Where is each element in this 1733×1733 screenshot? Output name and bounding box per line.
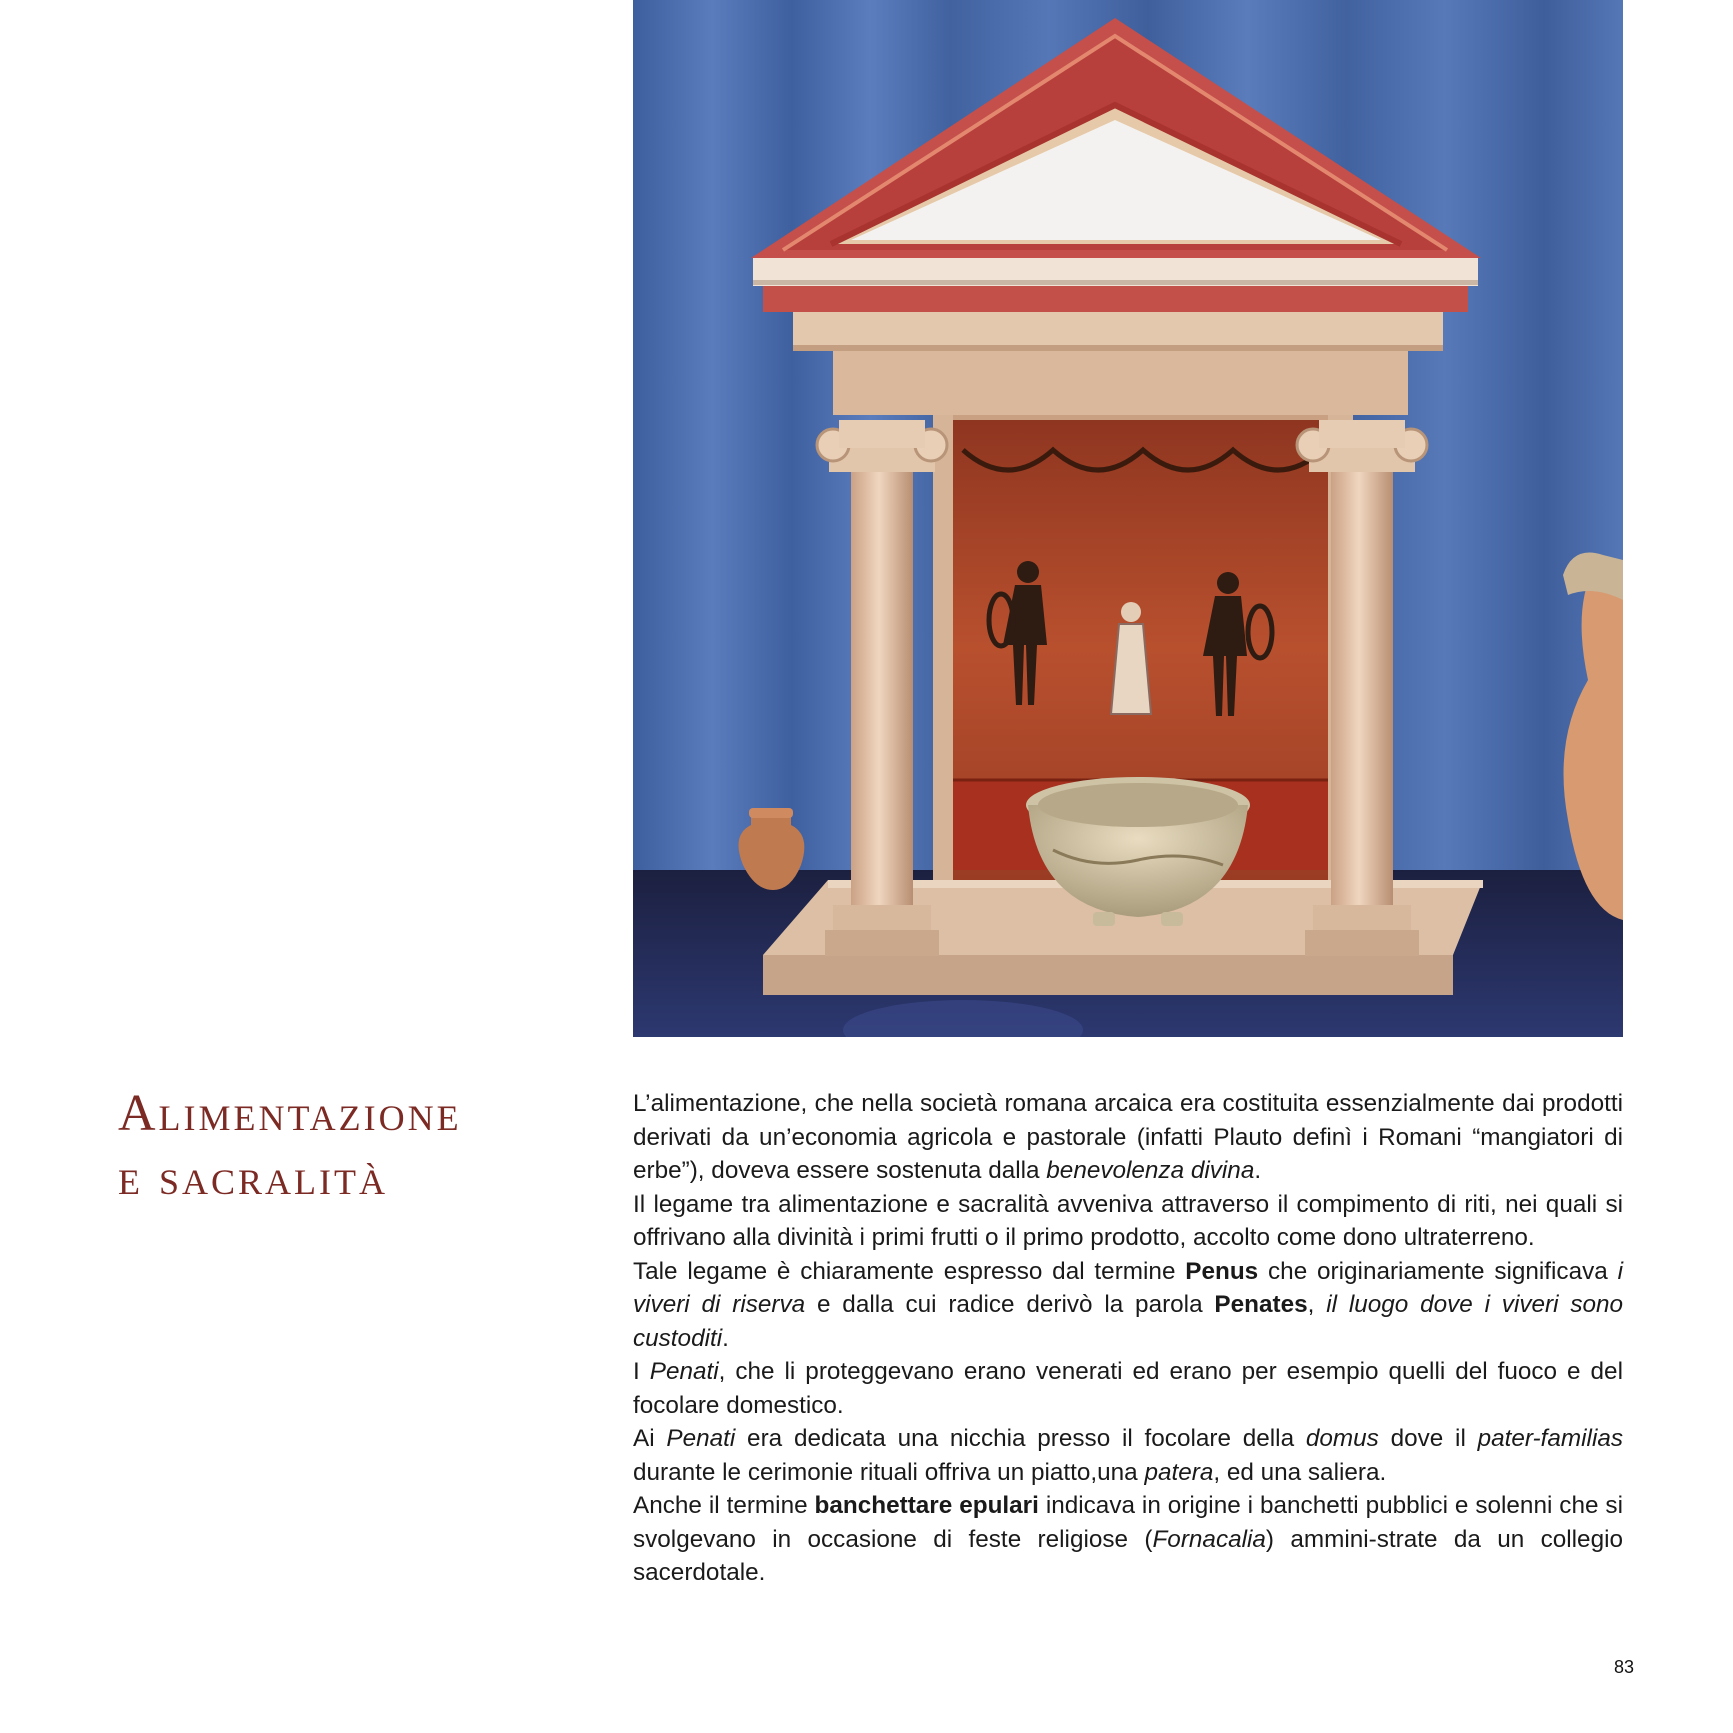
section-title-line-1: Alimentazione <box>118 1085 462 1142</box>
text-run: Penus <box>1185 1257 1259 1285</box>
paragraph-4 <box>633 1355 1623 1422</box>
text-run: , <box>1307 1291 1327 1318</box>
paragraph-5 <box>633 1422 1623 1489</box>
text-run: patera <box>1144 1458 1214 1486</box>
text-run: Ai <box>633 1425 667 1452</box>
text-run: indicava in origine i banchetti pubblici e solenni che si svolgevano in occasione di feste religiose ( <box>633 1492 1623 1553</box>
text-run: banchettare epulari <box>814 1492 1039 1519</box>
body-text <box>633 1087 1623 1590</box>
paragraph-3 <box>633 1255 1623 1356</box>
text-run: che originariamente significava <box>1258 1257 1618 1285</box>
text-run: durante le cerimonie rituali offriva un piatto,una <box>633 1458 1145 1486</box>
text-run: pater-familias <box>1477 1425 1623 1452</box>
text-run: Penati <box>666 1425 736 1452</box>
text-run: era dedicata una nicchia presso il focolare della <box>735 1425 1306 1452</box>
text-run: Fornacalia <box>1152 1525 1266 1553</box>
text-run: . <box>722 1324 729 1352</box>
paragraph-2 <box>633 1188 1623 1255</box>
text-run: domus <box>1305 1425 1379 1452</box>
text-run: Anche il termine <box>633 1492 815 1519</box>
text-run: , che li proteggevano erano venerati ed erano per esempio quelli del fuoco e del focolare domestico. <box>633 1358 1623 1419</box>
text-run: ) ammini-strate da un collegio sacerdotale. <box>633 1525 1623 1586</box>
text-run: i viveri di riserva <box>633 1257 1623 1318</box>
paragraph-6 <box>633 1489 1623 1590</box>
text-run: , ed una saliera. <box>1213 1458 1387 1486</box>
text-run: dove il <box>1378 1425 1478 1452</box>
text-run: Il legame tra alimentazione e sacralità avveniva attraverso il compimento di riti, nei quali si offrivano alla divinità i primi frutti o il primo prodotto, accolto come dono ultraterreno. <box>633 1190 1623 1251</box>
text-run: Penates <box>1214 1291 1308 1318</box>
text-run: e dalla cui radice derivò la parola <box>805 1291 1215 1318</box>
text-run: L’alimentazione, che nella società romana arcaica era costituita essenzialmente dai prodotti derivati da un’economia agricola e pastorale (infatti Plauto definì i Romani “mangiatori di erbe”), doveva essere sostenuta dalla <box>633 1090 1623 1184</box>
text-run: Tale legame è chiaramente espresso dal termine <box>633 1257 1186 1285</box>
text-run: I <box>633 1358 650 1385</box>
section-title <box>118 1082 588 1210</box>
section-title-line-2: e sacralità <box>118 1149 388 1206</box>
text-run: Penati <box>649 1358 719 1385</box>
lararium-photo <box>633 0 1623 1037</box>
text-run: . <box>1254 1157 1262 1184</box>
paragraph-1 <box>633 1087 1623 1188</box>
text-run: benevolenza divina <box>1046 1157 1255 1184</box>
text-run: il luogo dove i viveri sono custoditi <box>633 1291 1624 1352</box>
page-number: 83 <box>1614 1657 1635 1677</box>
